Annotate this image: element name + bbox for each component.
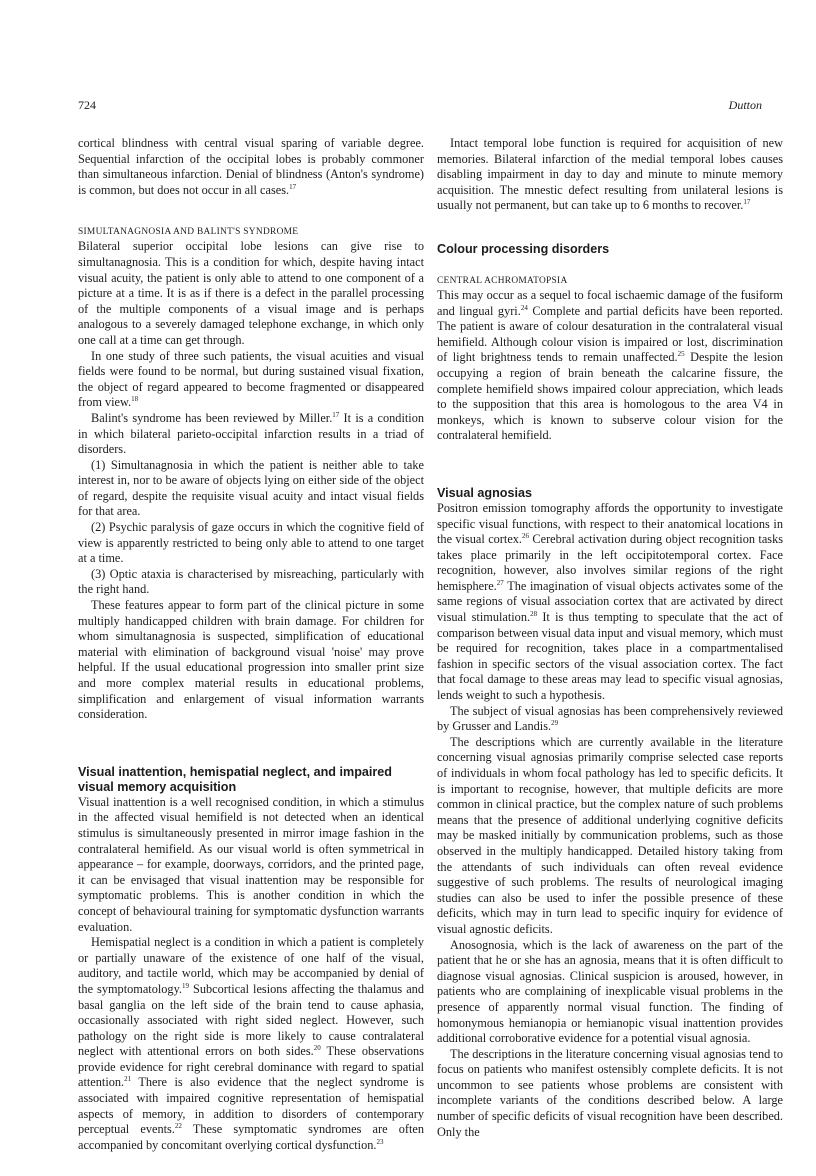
- heading-colour-processing: Colour processing disorders: [437, 241, 610, 256]
- right-column: [437, 136, 783, 1140]
- running-header-author: Dutton: [728, 98, 762, 112]
- heading-visual-agnosias: Visual agnosias: [437, 485, 532, 500]
- page-number: 724: [78, 98, 96, 112]
- paragraph-simultanagnosia-2: In one study of three such patients, the visual acuities and visual fields were found to be normal, but during sustained visual fixation, the object of regard appeared to become fragmented or disappeared from view.$^{18}$: [78, 348, 424, 410]
- paragraph-subject: The subject of visual agnosias has been comprehensively reviewed by Grusser and Landis.$^{29}$: [437, 703, 783, 734]
- left-column: [78, 136, 424, 1153]
- list-item-optic-ataxia: (3) Optic ataxia is characterised by misreaching, particularly with the right hand.: [78, 566, 424, 597]
- paragraph-simultanagnosia-1: Bilateral superior occipital lobe lesions can give rise to simultanagnosia. This is a condition for which, despite having intact visual acuity, the patient is only able to attend to one component of a picture at a time. It is as if there is a defect in the parallel processing of the multiple components of a visual image and is perhaps analogous to a severely damaged telephone exchange, in which only one call at a time can get through.: [78, 239, 424, 347]
- paragraph-features: These features appear to form part of the clinical picture in some multiply handicapped children with brain damage. For children for whom simultanagnosia is suspected, simplification of educational material with elimination of background visual 'noise' may prove helpful. If the usual educational progression into smaller print size and more complex material results in educational problems, simplification and enlargement of visual information warrants consideration.: [78, 598, 424, 722]
- list-item-simultanagnosia: (1) Simultanagnosia in which the patient is neither able to take interest in, nor to be aware of objects lying on either side of the object of regard, despite the requisite visual acuity and intact visual fields for that area.: [78, 457, 424, 519]
- subheading-simultanagnosia: SIMULTANAGNOSIA AND BALINT'S SYNDROME: [78, 227, 299, 238]
- paragraph-visual-inattention: Visual inattention is a well recognised condition, in which a stimulus in the affected visual hemifield is not detected when an identical stimulus is simultaneously presented in mirror image fashion in the contralateral hemifield. As our visual world is often symmetrical in appearance – for example, doorways, corridors, and the printed page, it can be envisaged that visual inattention may be responsible for symptomatic problems. This is another condition in which the concept of behavioural training for symptomatic dysfunction warrants evaluation.: [78, 794, 424, 934]
- paragraph-hemispatial-neglect: Hemispatial neglect is a condition in which a patient is completely or partially unaware of the existence of one half of the visual, auditory, and tactile world, which may be accompanied by denial of the symptomatology.$^{19}$ Subcortical lesions affecting the thalamus and basal ganglia on the left side of the brain tend to cause aphasia, occasionally associated with right sided neglect. However, such pathology on the right side is more likely to cause contralateral neglect with attentional errors on both sides.$^{20}$ These observations provide evidence for right cerebral dominance with regard to spatial attention.$^{21}$ There is also evidence that the neglect syndrome is associated with impaired cognitive representation of hemispatial aspects of memory, in addition to disorders of contemporary perceptual events.$^{22}$ These symptomatic syndromes are often accompanied by concomitant overlying cortical dysfunction.$^{23}$: [78, 935, 424, 1152]
- subheading-central-achromatopsia: CENTRAL ACHROMATOPSIA: [437, 275, 568, 286]
- paragraph-cortical-blindness: cortical blindness with central visual sparing of variable degree. Sequential infarction of the occipital lobes is probably commoner than simultaneous infarction. Denial of blindness (Anton's syndrome) is common, but does not occur in all cases.$^{17}$: [78, 136, 424, 197]
- paragraph-descriptions: The descriptions which are currently available in the literature concerning visual agnosias primarily comprise selected case reports of individuals in whom focal pathology has led to specific deficits. It is important to recognise, however, that multiple deficits are more common in clinical practice, but the complex nature of such problems means that the presence of additional underlying cognitive deficits may be masked initially by communication problems, such as those observed in the multiply handicapped. Detailed history taking from the attendants of such individuals can often reveal evidence suggestive of such problems. The results of neurological imaging studies can also be used to infer the possible presence of these deficits, which may in turn lead to specific inquiry for evidence of visual agnostic deficits.: [437, 734, 783, 936]
- list-item-psychic-paralysis: (2) Psychic paralysis of gaze occurs in which the cognitive field of view is apparently restricted to being only able to attend to one target at a time.: [78, 520, 424, 566]
- paragraph-achromatopsia: This may occur as a sequel to focal ischaemic damage of the fusiform and lingual gyri.$^{24}$ Complete and partial deficits have been reported. The patient is aware of colour desaturation in the contralateral visual hemifield. Although colour vision is impaired or lost, discrimination of light brightness tends to remain unaffected.$^{25}$ Despite the lesion occupying a region of brain beneath the calcarine fissure, the complete hemifield shows impaired colour appreciation, which leads to the supposition that this area is homologous to the area V4 in monkeys, which is known to subserve colour vision for the contralateral hemifield.: [437, 287, 783, 443]
- paragraph-literature: The descriptions in the literature concerning visual agnosias tend to focus on patients who manifest ostensibly complete deficits. It is not uncommon to see patients whose problems are consistent with incomplete variants of the conditions described below. A large number of specific deficits of visual recognition have been described. Only the: [437, 1046, 783, 1139]
- paragraph-balint: Balint's syndrome has been reviewed by Miller.$^{17}$ It is a condition in which bilateral parieto-occipital infarction results in a triad of disorders.: [78, 410, 424, 457]
- paragraph-anosognosia: Anosognosia, which is the lack of awareness on the part of the patient that he or she has an agnosia, means that it is often difficult to diagnose visual agnosias. Clinical suspicion is aroused, however, in patients who are complaining of inexplicable visual problems in the presence of apparently normal visual function. The finding of homonymous hemianopia or hemianopic visual inattention provides additional corroborative evidence for a potential visual agnosia.: [437, 937, 783, 1046]
- heading-visual-inattention: Visual inattention, hemispatial neglect, and impaired visual memory acquisition: [78, 764, 392, 794]
- paragraph-temporal-lobe: Intact temporal lobe function is required for acquisition of new memories. Bilateral infarction of the medial temporal lobes causes disabling impairment in day to day and minute to minute memory acquisition. The mnestic defect resulting from unilateral lesions is usually not permanent, but can take up to 6 months to recover.$^{17}$: [437, 136, 783, 213]
- paragraph-pet: Positron emission tomography affords the opportunity to investigate specific visual functions, with respect to their anatomical locations in the visual cortex.$^{26}$ Cerebral activation during object recognition tasks takes place primarily in the left occipitotemporal cortex. Face recognition, however, also involves similar regions of the right hemisphere.$^{27}$ The imagination of visual objects activates some of the same regions of visual association cortex that are activated by direct visual stimulation.$^{28}$ It is thus tempting to speculate that the act of comparison between visual data input and visual memory, which must be required for recognition, takes place in a compartmentalised fashion in specific sectors of the visual association cortex. The fact that focal damage to these areas may lead to specific visual agnosias, lends weight to such a hypothesis.: [437, 500, 784, 703]
